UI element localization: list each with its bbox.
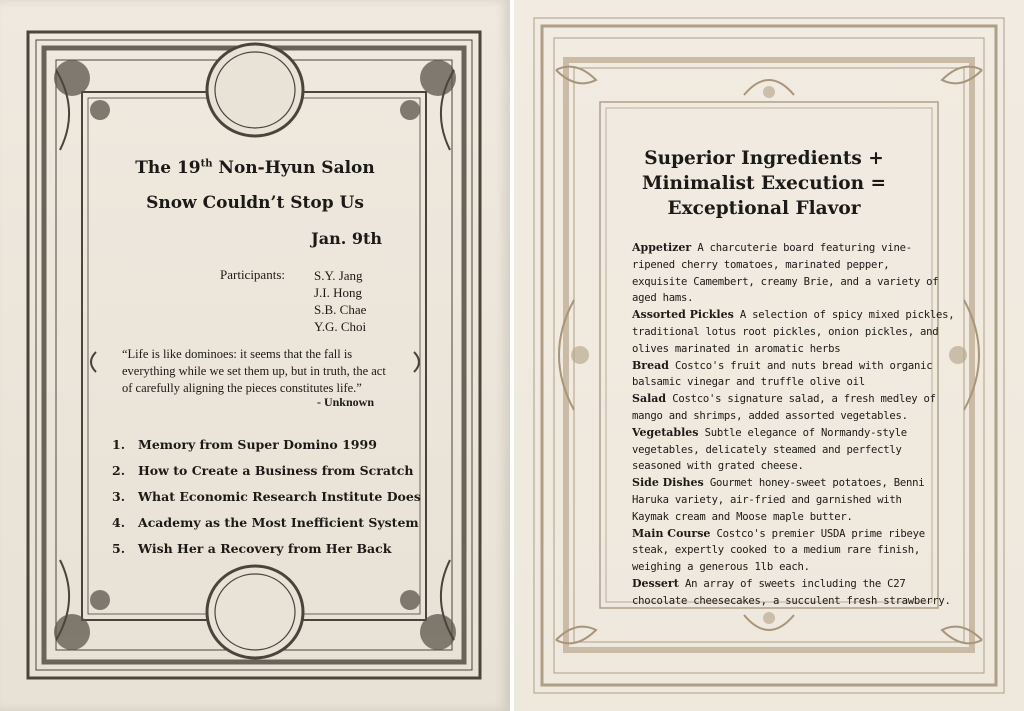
menu-line [632,324,937,341]
menu-line [632,290,937,307]
menu-text: aged hams. [632,292,694,305]
menu-line [632,492,937,509]
menu-text: vegetables, delicately steamed and perfectly [632,443,902,456]
menu-text: Costco's fruit and nuts bread with organic [668,359,933,372]
menu-text: steak, expertly cooked to a medium rare finish, [632,544,921,557]
menu-category: Vegetables [632,425,699,439]
topic-item [112,436,421,462]
menu-text: A selection of spicy mixed pickles, [733,309,955,322]
topic-number: 2. [112,463,126,478]
menu-line [632,358,937,375]
menu-text: balsamic vinegar and truffle olive oil [632,376,865,389]
quote-line: of carefully aligning the pieces constitutes life.” [122,381,362,395]
menu-category: Dessert [632,576,679,590]
menu-line [632,408,937,425]
topic-text: Wish Her a Recovery from Her Back [138,541,392,556]
topic-item [112,462,421,488]
heading-line: Superior Ingredients + [644,148,884,169]
menu-text: Subtle elegance of Normandy-style [698,426,907,439]
topic-number: 1. [112,437,126,452]
menu-line [632,442,937,459]
menu-text: Gourmet honey-sweet potatoes, Benni [703,477,925,490]
menu-text: exquisite Camembert, creamy Brie, and a variety of [632,275,939,288]
heading-line: Exceptional Flavor [667,198,861,219]
participant-name: Y.G. Choi [314,319,367,334]
menu-text: Costco's signature salad, a fresh medley of [666,393,936,406]
menu-line [632,559,937,576]
menu-category: Side Dishes [632,476,704,490]
topic-item [112,488,421,514]
bottom-medallion [207,566,303,658]
menu-line [632,542,937,559]
menu-line [632,307,955,324]
menu-text: Haruka variety, air-fried and garnished with [632,493,902,506]
menu-line [632,425,937,442]
topic-text: Academy as the Most Inefficient System [138,515,419,530]
topic-text: How to Create a Business from Scratch [138,463,414,478]
topic-item [112,514,421,540]
quote-line: everything while we set them up, but in truth, the act [122,364,386,378]
participants-label: Participants: [220,267,285,282]
menu-line [632,257,937,274]
menu-list [632,240,955,610]
menu-line [632,509,937,526]
menu-line [632,274,937,291]
participant-name: S.B. Chae [314,302,367,317]
participant-name: S.Y. Jang [314,268,363,283]
menu-line [632,341,937,358]
topic-item [112,540,421,566]
salon-title: The 19th Non-Hyun Salon [135,158,375,178]
topic-number: 4. [112,515,126,530]
menu-line [632,458,937,475]
menu-category: Assorted Pickles [632,308,734,322]
menu-line [632,576,937,593]
menu-text: seasoned with grated cheese. [632,460,804,473]
topic-number: 3. [112,489,126,504]
participants-list [314,267,366,335]
menu-text: chocolate cheesecakes, a succulent fresh strawberry. [632,594,951,607]
menu-line [632,374,937,391]
menu-text: Costco's premier USDA prime ribeye [710,527,925,540]
menu-text: Kaymak cream and Moose maple butter. [632,510,853,523]
menu-text: A charcuterie board featuring vine- [691,242,912,254]
top-medallion [207,44,303,136]
menu-category: Main Course [632,526,711,540]
menu-line [632,391,937,408]
menu-text: olives marinated in aromatic herbs [632,342,841,355]
topic-text: Memory from Super Domino 1999 [138,437,377,452]
menu-category: Salad [632,392,667,406]
topic-list [112,436,421,566]
menu-category: Bread [632,358,669,372]
menu-line [632,593,951,610]
menu-text: An array of sweets including the C27 [678,577,906,590]
salon-subtitle: Snow Couldn’t Stop Us [146,193,364,213]
menu-category: Appetizer [632,241,692,254]
participant-name: J.I. Hong [314,285,363,300]
heading-line: Minimalist Execution = [642,173,886,194]
menu-heading [614,146,914,221]
quote [122,346,406,397]
topic-number: 5. [112,541,126,556]
quote-author: - Unknown [316,395,374,409]
topic-text: What Economic Research Institute Does [138,489,421,504]
menu-line [632,475,937,492]
menu-line [632,240,937,257]
left-card [0,0,510,711]
event-date: Jan. 9th [311,229,382,248]
menu-text: mango and shrimps, added assorted vegetables. [632,409,908,422]
menu-text: ripened cherry tomatoes, marinated pepper, [632,258,890,271]
quote-line: “Life is like dominoes: it seems that the fall is [122,347,353,361]
menu-line [632,526,937,543]
menu-text: weighing a generous 1lb each. [632,561,810,574]
menu-text: traditional lotus root pickles, onion pickles, and [632,325,939,338]
